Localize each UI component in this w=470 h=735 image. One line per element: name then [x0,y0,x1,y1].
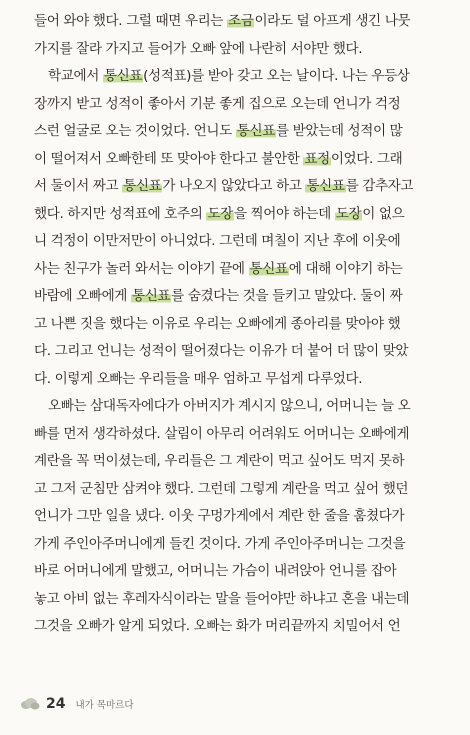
text-segment: 계란을 꼭 먹이셨는데, 우리들은 그 계란이 먹고 싶어도 먹지 못하 [34,453,405,469]
text-segment: 빠를 먼저 생각하셨다. 살림이 아무리 어려워도 어머니는 오빠에게 [34,425,410,442]
text-line [34,311,450,339]
text-segment: 놓고 아비 없는 후레자식이라는 말을 들어야만 하냐고 혼을 내는데 [34,590,410,607]
text-line [34,256,450,284]
text-segment: 이었다. 그래 [330,150,403,167]
text-line [34,448,450,476]
text-segment: 가 나오지 않았다고 하고 [162,178,306,194]
text-line [34,531,450,559]
text-line [34,476,450,504]
text-line [34,283,450,311]
text-line [34,8,450,36]
text-segment: 고 그저 군침만 삼켜야 했다. 그런데 그렇게 계란을 먹고 싶어 했던 [34,480,409,497]
highlighted-word: 통신표 [249,260,288,277]
text-segment: 그것을 오빠가 알게 되었다. 오빠는 화가 머리끝까지 치밀어서 언 [34,618,401,634]
text-line [34,558,450,586]
text-line [34,338,450,366]
text-line [34,201,450,229]
text-segment: 들어 와야 했다. 그럴 때면 우리는 [34,13,227,29]
text-segment: 바람에 오빠에게 [34,288,131,304]
text-segment: 를 받았는데 성적이 많 [275,123,403,139]
text-segment: 가게 주인아주머니에게 들킨 것이다. 가게 주인아주머니는 그것을 [34,535,406,552]
text-segment: 를 숨겼다는 것을 들키고 말았다. 둘이 짜 [171,288,403,304]
highlighted-word: 통신표 [123,178,162,194]
text-segment: 이 없으 [362,205,405,222]
page-number: 24 [46,696,66,712]
text-segment: 서 둘이서 짜고 [34,178,123,194]
text-segment: 을 찍어야 하는데 [233,205,335,222]
highlighted-word: 도장 [335,205,362,222]
highlighted-word: 도장 [207,205,233,222]
highlighted-word: 조금 [227,13,254,29]
text-segment: 가지를 잘라 가지고 들어가 오빠 앞에 나란히 서야만 했다. [34,40,363,57]
text-segment: 니 걱정이 이만저만이 아니었다. 그런데 며칠이 지난 후에 이웃에 [34,233,401,249]
highlighted-word: 표정 [304,150,330,167]
text-line [34,503,450,531]
text-segment: 학교에서 [48,68,103,84]
text-line [34,586,450,614]
text-line [34,63,450,91]
text-segment: 고 나쁜 짓을 했다는 이유로 우리는 오빠에게 종아리를 맞아야 했 [34,315,401,332]
text-segment: 이 떨어져서 오빠한테 또 맞아야 한다고 불안한 [34,150,304,167]
text-line [34,366,450,394]
text-segment: 사는 친구가 놀러 와서는 이야기 끝에 [34,260,249,277]
text-line [34,173,450,201]
text-segment: 장까지 받고 성적이 좋아서 기분 좋게 집으로 오는데 언니가 걱정 [34,95,401,112]
text-segment: 언니가 그만 일을 냈다. 이웃 구멍가게에서 계란 한 줄을 훔쳤다가 [34,508,405,524]
text-segment: 바로 어머니에게 말했고, 어머니는 가슴이 내려앉아 언니를 잡아 [34,563,397,579]
text-segment: 다. 그리고 언니는 성적이 떨어졌다는 이유가 더 붙어 더 많이 맞았 [34,343,409,359]
text-line [34,146,450,174]
text-line [34,613,450,641]
text-line [34,36,450,64]
highlighted-word: 통신표 [131,288,171,304]
text-line [34,91,450,119]
highlighted-word: 통신표 [103,68,143,84]
body-text [34,8,450,641]
text-line [34,421,450,449]
highlighted-word: 통신표 [306,178,345,194]
page-footer [20,696,134,712]
text-line [34,228,450,256]
text-segment: (성적표)를 받아 갖고 오는 날이다. 나는 우등상 [143,68,410,84]
text-segment: 스런 얼굴로 오는 것이었다. 언니도 [34,123,236,139]
cloud-icon [20,697,40,711]
text-line [34,393,450,421]
text-segment: 에 대해 이야기 하는 [288,260,403,277]
book-title: 내가 목마르다 [75,700,134,711]
text-segment: 했다. 하지만 성적표에 호주의 [34,205,207,222]
highlighted-word: 통신표 [236,123,275,139]
text-segment: 다. 이렇게 오빠는 우리들을 매우 엄하고 무섭게 다루었다. [34,370,363,387]
text-segment: 이라도 덜 아프게 생긴 나뭇 [254,13,411,29]
text-line [34,118,450,146]
text-segment: 오빠는 삼대독자에다가 아버지가 계시지 않으니, 어머니는 늘 오 [48,398,411,414]
text-segment: 를 감추자고 [345,178,414,194]
